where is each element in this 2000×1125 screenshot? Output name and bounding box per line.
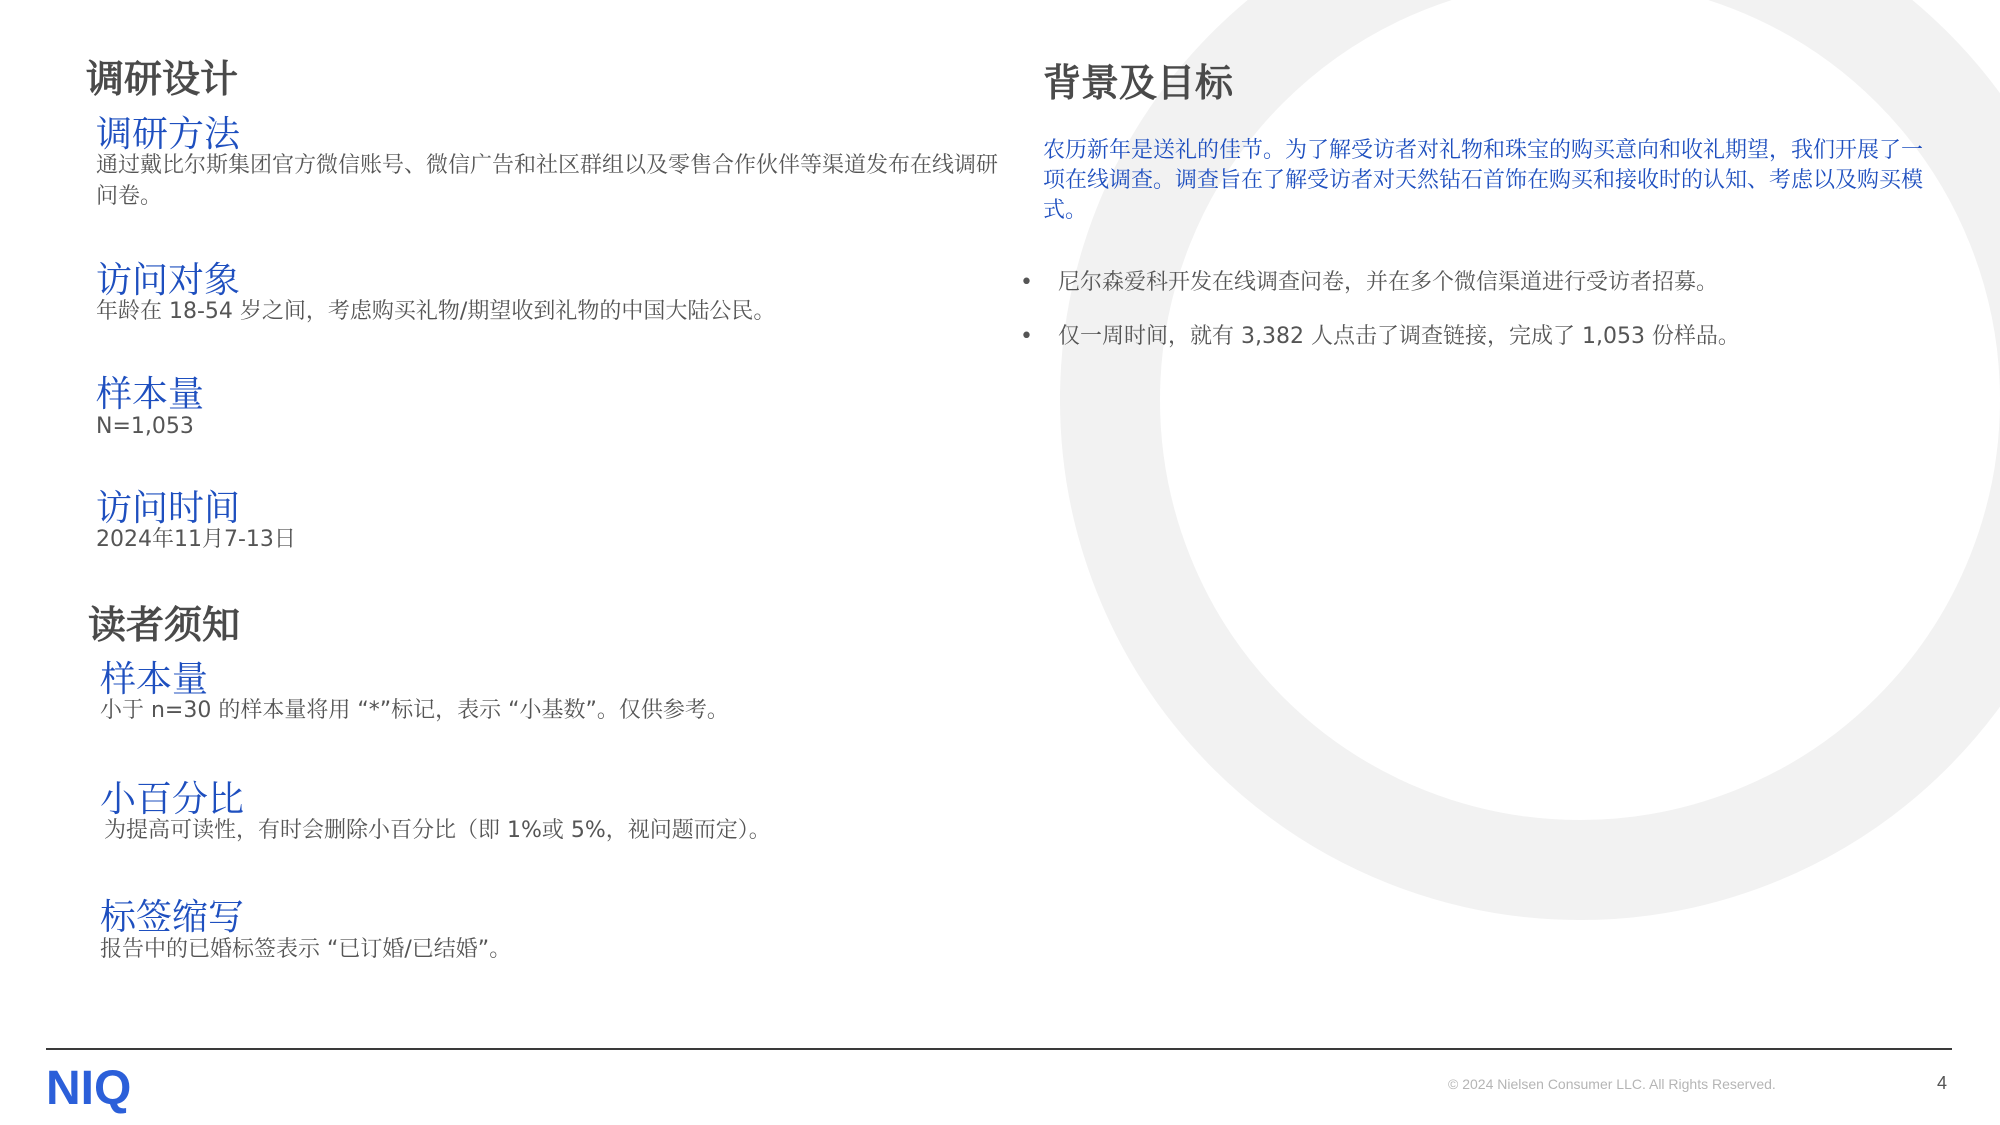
item-text-interview-time: 2024年11月7-13日 (96, 527, 296, 552)
item-text-sample-size: N=1,053 (96, 414, 194, 439)
background-intro-text: 农历新年是送礼的佳节。为了解受访者对礼物和珠宝的购买意向和收礼期望，我们开展了一项在线调查。调查旨在了解受访者对天然钻石首饰在购买和接收时的认知、考虑以及购买模式。 (1043, 138, 1924, 223)
item-heading-respondents: 访问对象 (96, 260, 241, 301)
copyright-text: © 2024 Nielsen Consumer LLC. All Rights Reserved. (1448, 1076, 1776, 1092)
item-heading-sample-size: 样本量 (96, 374, 205, 415)
bullet-text: 尼尔森爱科开发在线调查问卷，并在多个微信渠道进行受访者招募。 (1058, 270, 1719, 295)
item-text-note-label-abbrev: 报告中的已婚标签表示 “已订婚/已结婚”。 (100, 937, 512, 962)
bullet-text: 仅一周时间，就有 3,382 人点击了调查链接，完成了 1,053 份样品。 (1058, 324, 1740, 349)
bullet-dot-icon: • (1020, 270, 1033, 295)
item-heading-interview-time: 访问时间 (96, 488, 241, 529)
section-title-background: 背景及目标 (1043, 61, 1234, 105)
page-number: 4 (1937, 1073, 1948, 1093)
bullet-dot-icon: • (1020, 324, 1033, 349)
item-heading-note-small-percent: 小百分比 (100, 779, 245, 820)
section-title-notes: 读者须知 (88, 603, 241, 647)
niq-logo-text: NIQ (46, 1062, 132, 1114)
section-title-design: 调研设计 (86, 57, 239, 101)
niq-logo (46, 1062, 158, 1114)
item-text-note-sample-size: 小于 n=30 的样本量将用 “*”标记，表示 “小基数”。仅供参考。 (100, 698, 729, 723)
item-heading-note-label-abbrev: 标签缩写 (100, 897, 245, 938)
item-text-respondents: 年龄在 18-54 岁之间，考虑购买礼物/期望收到礼物的中国大陆公民。 (96, 299, 776, 324)
item-heading-method: 调研方法 (96, 114, 241, 155)
footer-divider (46, 1048, 1952, 1050)
bullet-item (1020, 268, 1950, 298)
background-bullet-list (1020, 268, 1950, 376)
item-heading-note-sample-size: 样本量 (100, 659, 209, 700)
item-text-method: 通过戴比尔斯集团官方微信账号、微信广告和社区群组以及零售合作伙伴等渠道发布在线调研问卷。 (96, 153, 999, 209)
item-text-note-small-percent: 为提高可读性，有时会删除小百分比（即 1%或 5%，视问题而定）。 (104, 818, 771, 843)
bullet-item (1020, 322, 1950, 352)
